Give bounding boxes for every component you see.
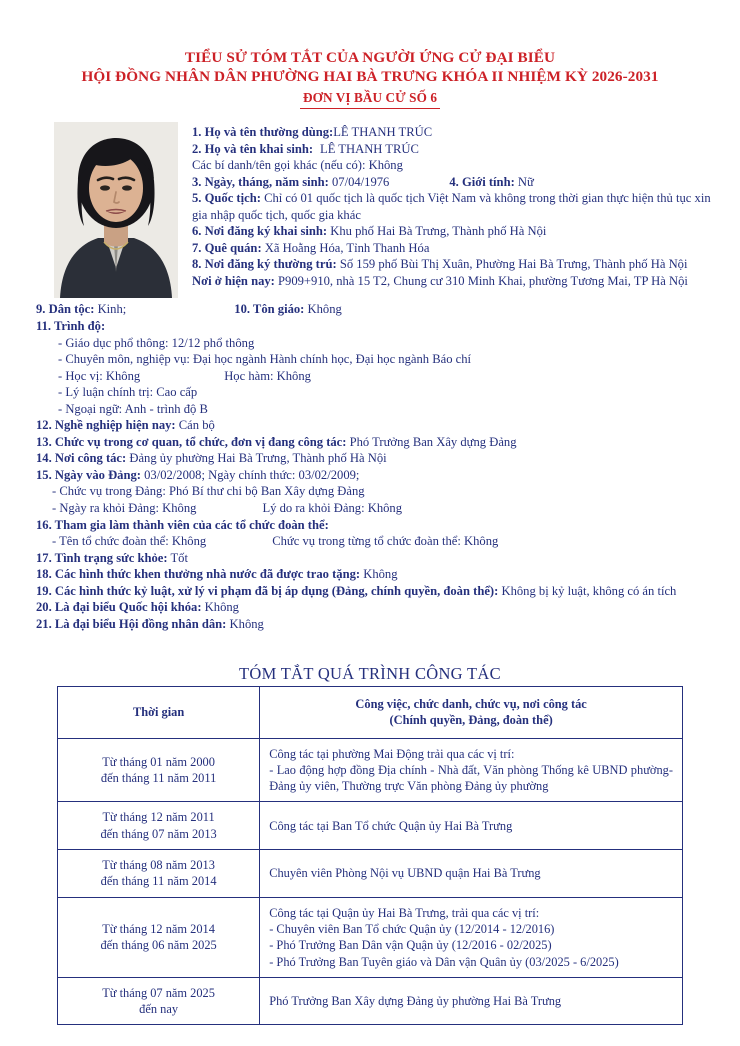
field-state-awards [36,566,712,583]
field-value: LÊ THANH TRÚC [333,125,433,139]
cell-time-period [58,850,260,898]
field-label: 6. Nơi đăng ký khai sinh: [192,224,328,239]
field-organization-detail [36,533,712,550]
field-value: Không [363,567,398,582]
cell-time-line: Từ tháng 01 năm 2000 [102,754,215,769]
column-header-work [260,687,683,739]
field-label: 18. Các hình thức khen thưởng nhà nước đã được trao tặng: [36,567,361,582]
cell-time-period [58,738,260,802]
cell-time-line: Từ tháng 08 năm 2013 [102,858,215,873]
title-line-3-electoral-unit: ĐƠN VỊ BẦU CỬ SỐ 6 [300,89,440,109]
field-value-religion: Không [307,302,342,317]
cell-work-description [260,850,683,898]
field-alias: Các bí danh/tên gọi khác (nếu có): Không [192,158,403,173]
cell-time-line: Từ tháng 07 năm 2025 [102,985,215,1000]
field-education-degree-title [36,368,712,385]
field-value: Phó Trưởng Ban Xây dựng Đảng [349,434,517,449]
field-education-professional: - Chuyên môn, nghiệp vụ: Đại học ngành Hành chính học, Đại học ngành Báo chí [58,352,472,367]
cell-time-line: Từ tháng 12 năm 2011 [102,810,215,825]
cell-time-period [58,802,260,850]
field-value-gender: Nữ [517,174,534,189]
spacer [36,289,712,301]
field-foreign-language: - Ngoại ngữ: Anh - trình độ B [58,401,208,416]
field-label: 19. Các hình thức kỷ luật, xử lý vi phạm đã bị áp dụng (Đảng, chính quyền, đoàn thể): [36,583,499,598]
field-label: 17. Tình trạng sức khỏe: [36,550,168,565]
field-value: Tốt [170,550,188,565]
cell-time-line: đến nay [139,1002,179,1017]
field-political-theory: - Lý luận chính trị: Cao cấp [58,385,198,400]
field-value-exit-date: - Ngày ra khỏi Đảng: Không [52,501,197,516]
table-body [58,738,683,1025]
cell-time-line: đến tháng 11 năm 2014 [100,874,217,889]
field-workplace [36,450,712,467]
field-label: 8. Nơi đăng ký thường trú: [192,257,337,272]
title-line-2: HỘI ĐỒNG NHÂN DÂN PHƯỜNG HAI BÀ TRƯNG KHÓA II NHIỆM KỲ 2026-2031 [81,68,659,86]
field-value: Cán bộ [178,418,215,433]
field-label: 1. Họ và tên thường dùng: [192,125,334,139]
field-value-academic-title: Học hàm: Không [224,368,311,383]
table-header-row [58,687,683,739]
field-hometown [36,240,712,257]
field-label: 14. Nơi công tác: [36,451,127,466]
field-value: Đảng ủy phường Hai Bà Trưng, Thành phố Hà Nội [129,451,387,466]
column-header-time: Thời gian [58,687,260,739]
cell-time-line: đến tháng 07 năm 2013 [100,826,217,841]
field-label: 2. Họ và tên khai sinh: [192,141,314,156]
field-education-general: - Giáo dục phổ thông: 12/12 phổ thông [58,335,255,350]
field-value: Không [204,600,239,615]
cell-time-period [58,897,260,977]
table-row [58,738,683,802]
cell-work-line: Công tác tại Quận ủy Hai Bà Trưng, trải qua các vị trí: [269,905,540,920]
field-label: 16. Tham gia làm thành viên của các tổ chức đoàn thể: [36,517,329,532]
field-value: Số 159 phố Bùi Thị Xuân, Phường Hai Bà Trưng, Thành phố Hà Nội [339,257,688,272]
field-value: 03/02/2008; Ngày chính thức: 03/02/2009; [144,467,360,482]
field-value-exit-reason: Lý do ra khỏi Đảng: Không [262,501,403,516]
field-label: 13. Chức vụ trong cơ quan, tổ chức, đơn vị đang công tác: [36,434,347,449]
cell-work-line: Chuyên viên Phòng Nội vụ UBND quận Hai Bà Trưng [269,866,541,881]
field-value-org-position: Chức vụ trong từng tổ chức đoàn thể: Không [272,534,499,549]
field-label-gender: 4. Giới tính: [449,174,515,189]
field-value-birthdate: 07/04/1976 [331,174,390,189]
field-value: Chỉ có 01 quốc tịch là quốc tịch Việt Nam và không trong thời gian thực hiện thủ tục xin gia nhập quốc tịch, quốc gia khác [192,191,711,222]
cell-work-description [260,977,683,1025]
field-label-ethnicity: 9. Dân tộc: [36,302,95,317]
cell-work-line: - Phó Trưởng Ban Dân vận Quận ủy (12/2016 - 02/2025) [269,938,552,953]
field-national-assembly-deputy [36,599,712,616]
field-health-status [36,550,712,567]
cell-work-line: Công tác tại Ban Tổ chức Quận ủy Hai Bà Trưng [269,818,513,833]
column-header-work-line1: Công việc, chức danh, chức vụ, nơi công tác [355,697,587,711]
field-label: 5. Quốc tịch: [192,191,261,206]
field-current-position [36,434,712,451]
work-history-table [57,686,683,1025]
personal-info-section [36,124,712,632]
field-value: Khu phố Hai Bà Trưng, Thành phố Hà Nội [330,224,547,239]
field-label: 11. Trình độ: [36,319,106,334]
field-permanent-residence [36,256,712,273]
cell-work-line: Phó Trưởng Ban Xây dựng Đảng ủy phường Hai Bà Trưng [269,994,562,1008]
field-current-residence [36,273,712,290]
field-label-birthdate: 3. Ngày, tháng, năm sinh: [192,174,329,189]
field-value: LÊ THANH TRÚC [320,141,419,156]
field-label: 7. Quê quán: [192,240,262,255]
field-current-occupation [36,417,712,434]
cell-time-line: đến tháng 06 năm 2025 [100,938,217,953]
field-label-religion: 10. Tôn giáo: [234,302,305,317]
field-label: 21. Là đại biểu Hội đồng nhân dân: [36,616,227,631]
field-full-name-birth [36,141,712,158]
work-history-heading: TÓM TẮT QUÁ TRÌNH CÔNG TÁC [239,664,501,683]
field-value: Không bị kỷ luật, không có án tích [501,583,677,598]
field-value: Xã Hoằng Hóa, Tỉnh Thanh Hóa [264,240,430,255]
field-value-org-name: - Tên tổ chức đoàn thể: Không [52,534,207,549]
document-title-block [0,48,740,109]
cell-work-line: - Lao động hợp đồng Địa chính - Nhà đất, Văn phòng Thống kê UBND phường- Đảng ủy viên, Thường trực Văn phòng Đảng ủy phường [269,762,673,794]
cell-work-line: - Phó Trưởng Ban Tuyên giáo và Dân vận Quân ủy (03/2025 - 6/2025) [269,954,619,969]
field-birthdate-and-gender [36,174,712,191]
field-label: 15. Ngày vào Đảng: [36,467,141,482]
table-row [58,977,683,1025]
field-label: Nơi ở hiện nay: [192,273,275,288]
column-header-work-line2: (Chính quyền, Đảng, đoàn thể) [389,713,553,728]
field-people-council-deputy [36,616,712,633]
cell-time-line: đến tháng 11 năm 2011 [100,771,217,786]
table-row [58,850,683,898]
field-ethnicity-and-religion [36,301,712,318]
field-nationality [36,190,712,223]
field-party-exit [36,500,712,517]
field-organizations-heading [36,517,712,534]
cell-work-description [260,738,683,802]
title-line-1: TIỂU SỬ TÓM TẮT CỦA NGƯỜI ỨNG CỬ ĐẠI BIỂU [184,49,556,66]
table-row [58,897,683,977]
cell-time-line: Từ tháng 12 năm 2014 [102,921,215,936]
field-value-ethnicity: Kinh; [97,302,127,317]
cell-work-line: - Chuyên viên Ban Tổ chức Quận ủy (12/2014 - 12/2016) [269,921,555,936]
field-birth-registration-place [36,223,712,240]
field-party-position: - Chức vụ trong Đảng: Phó Bí thư chi bộ Ban Xây dựng Đảng [52,484,365,499]
field-value-degree: - Học vị: Không [58,368,141,383]
field-value: P909+910, nhà 15 T2, Chung cư 310 Minh Khai, phường Tương Mai, TP Hà Nội [278,273,688,288]
cell-work-line: Công tác tại phường Mai Động trải qua các vị trí: [269,746,515,761]
field-value: Không [229,616,264,631]
field-party-join-date [36,467,712,484]
field-full-name-common [36,124,712,141]
field-label: 12. Nghề nghiệp hiện nay: [36,418,176,433]
field-education-heading [36,318,712,335]
cell-work-description [260,802,683,850]
field-disciplinary-actions [36,583,712,600]
table-row [58,802,683,850]
cell-work-description [260,897,683,977]
cell-time-period [58,977,260,1025]
field-label: 20. Là đại biểu Quốc hội khóa: [36,600,202,615]
